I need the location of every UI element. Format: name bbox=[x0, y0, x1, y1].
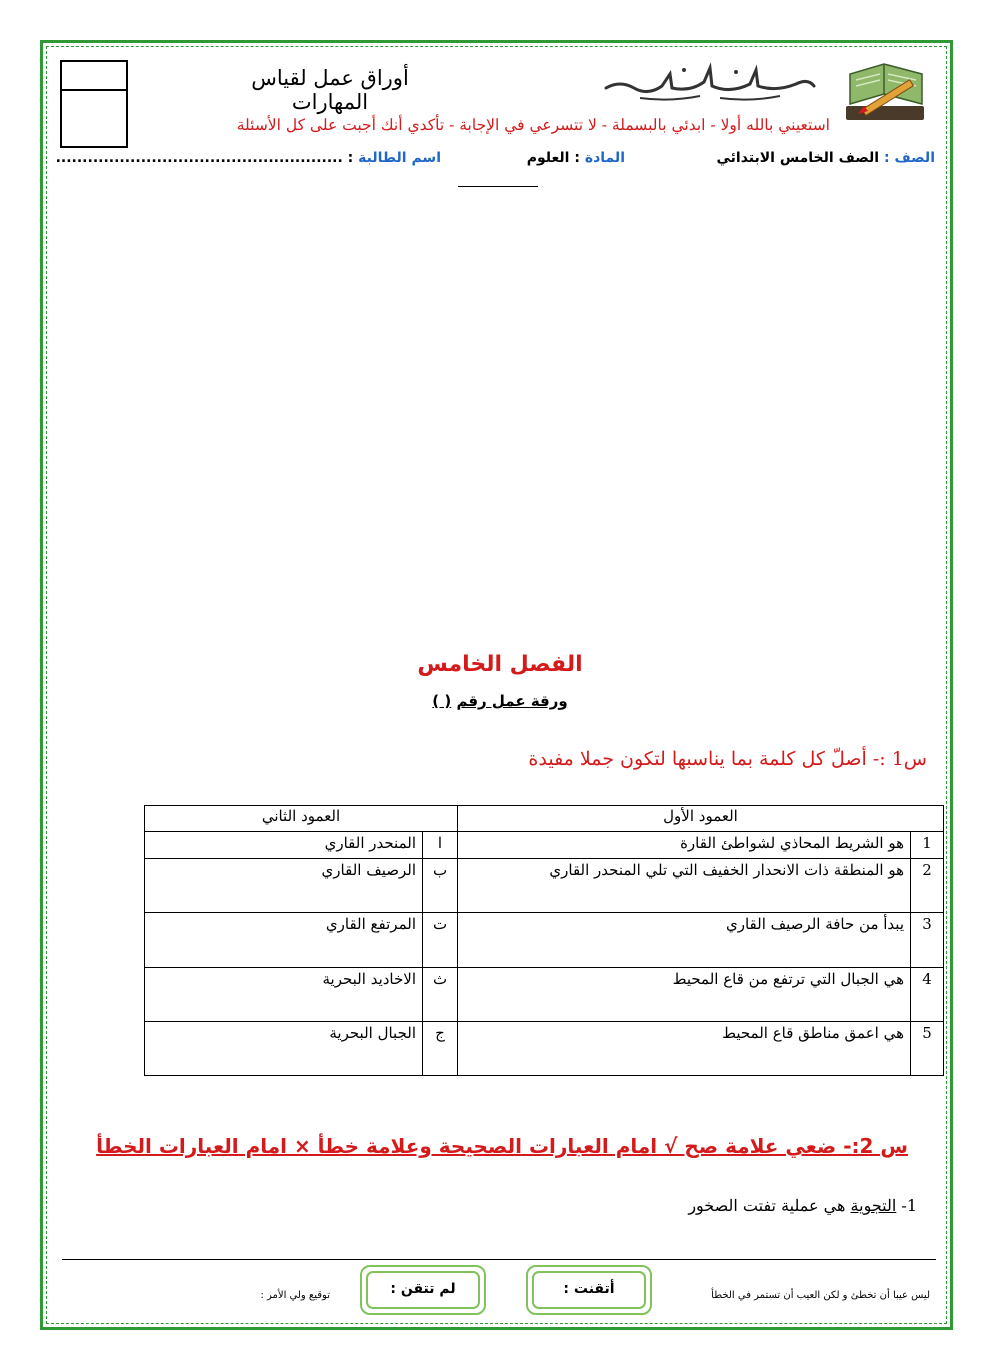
subject-field bbox=[527, 150, 625, 166]
not-mastered-label: لم تتقن : bbox=[390, 1281, 456, 1297]
worksheet-number-value[interactable]: ( ) bbox=[432, 692, 452, 710]
column-2-header: العمود الثاني bbox=[145, 806, 458, 832]
guardian-signature[interactable]: توقيع ولي الأمر : bbox=[260, 1290, 330, 1301]
book-pencil-icon bbox=[836, 54, 932, 132]
question-1-prompt: س1 :- أصلّ كل كلمة بما يناسبها لتكون جملا مفيدة bbox=[528, 748, 927, 770]
row-statement: هي الجبال التي ترتفع من قاع المحيط bbox=[458, 968, 911, 1022]
table-row bbox=[145, 859, 944, 913]
row-letter: ث bbox=[423, 968, 458, 1022]
footer-motto: ليس عيبا أن تخطئ و لكن العيب أن تستمر في الخطأ bbox=[711, 1290, 930, 1301]
row-statement: هو الشريط المحاذي لشواطئ القارة bbox=[458, 832, 911, 859]
worksheet-title: أوراق عمل لقياس المهارات bbox=[251, 66, 409, 114]
row-answer: الرصيف القاري bbox=[145, 859, 423, 913]
footer-divider bbox=[62, 1259, 936, 1260]
table-row bbox=[145, 832, 944, 859]
class-colon: : bbox=[883, 150, 890, 166]
header-separator bbox=[458, 186, 538, 187]
question-2-prompt: س 2:- ضعي علامة صح √ امام العبارات الصحيحة وعلامة خطأ × امام العبارات الخطأ bbox=[96, 1134, 908, 1158]
row-letter: ا bbox=[423, 832, 458, 859]
class-value: الصف الخامس الابتدائي bbox=[716, 150, 880, 166]
worksheet-number-label: ورقة عمل رقم bbox=[456, 692, 568, 710]
row-number: 1 bbox=[911, 832, 944, 859]
instructions-line: استعيني بالله أولا - ابدئي بالبسملة - لا تتسرعي في الإجابة - تأكدي أنك أجبت على كل الأسئلة bbox=[236, 116, 830, 134]
row-answer: المنحدر القاري bbox=[145, 832, 423, 859]
student-name-field[interactable] bbox=[56, 150, 441, 166]
grade-stamp-box bbox=[60, 60, 128, 148]
item-number: 1- bbox=[901, 1196, 917, 1215]
column-1-header: العمود الأول bbox=[458, 806, 944, 832]
subject-value: العلوم bbox=[526, 150, 570, 166]
item-term: التجوية bbox=[850, 1196, 897, 1215]
student-name-colon: : bbox=[347, 150, 354, 166]
row-statement: هي اعمق مناطق قاع المحيط bbox=[458, 1022, 911, 1076]
row-answer: الاخاديد البحرية bbox=[145, 968, 423, 1022]
table-row bbox=[145, 968, 944, 1022]
page-inner-border bbox=[46, 46, 947, 1324]
row-number: 5 bbox=[911, 1022, 944, 1076]
row-answer: الجبال البحرية bbox=[145, 1022, 423, 1076]
class-label: الصف bbox=[894, 150, 935, 166]
mastered-box[interactable] bbox=[526, 1265, 652, 1315]
chapter-title: الفصل الخامس bbox=[417, 652, 583, 677]
class-field bbox=[716, 150, 935, 166]
matching-table bbox=[144, 805, 944, 1076]
table-row bbox=[145, 1022, 944, 1076]
table-header-row bbox=[145, 806, 944, 832]
row-answer: المرتفع القاري bbox=[145, 913, 423, 968]
student-name-label: اسم الطالبة bbox=[358, 150, 441, 166]
row-statement: هو المنطقة ذات الانحدار الخفيف التي تلي المنحدر القاري bbox=[458, 859, 911, 913]
basmala-calligraphy bbox=[600, 58, 820, 104]
question-2-item-1 bbox=[688, 1196, 917, 1215]
not-mastered-box[interactable] bbox=[360, 1265, 486, 1315]
subject-label: المادة bbox=[584, 150, 625, 166]
row-letter: ب bbox=[423, 859, 458, 913]
student-name-dots[interactable]: ...................................................... bbox=[55, 150, 343, 166]
row-letter: ج bbox=[423, 1022, 458, 1076]
table-row bbox=[145, 913, 944, 968]
mastered-label: أتقنت : bbox=[563, 1281, 615, 1297]
item-rest: هي عملية تفتت الصخور bbox=[688, 1196, 851, 1215]
row-statement: يبدأ من حافة الرصيف القاري bbox=[458, 913, 911, 968]
row-number: 3 bbox=[911, 913, 944, 968]
worksheet-number bbox=[380, 692, 620, 710]
row-letter: ت bbox=[423, 913, 458, 968]
subject-colon: : bbox=[574, 150, 580, 166]
row-number: 4 bbox=[911, 968, 944, 1022]
row-number: 2 bbox=[911, 859, 944, 913]
